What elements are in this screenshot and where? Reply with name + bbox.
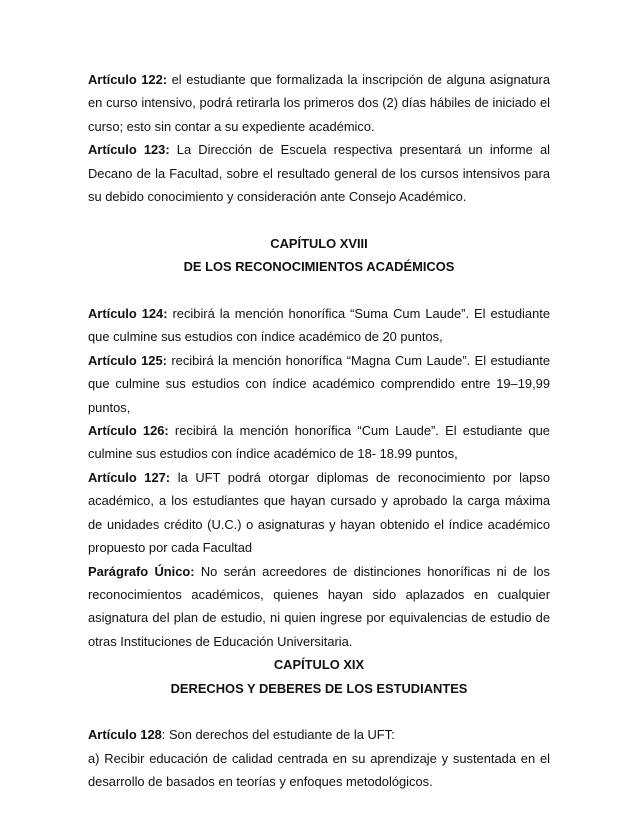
article-122-text: el estudiante que formalizada la inscripción de alguna asignatura en curso intensivo, podrá retirarla los primeros dos (2) días hábiles de iniciado el curso; esto sin contar a su expediente académico. xyxy=(88,72,550,134)
article-124-text: recibirá la mención honorífica “Suma Cum Laude”. El estudiante que culmine sus estudios con índice académico de 20 puntos, xyxy=(88,306,550,345)
chapter-19-title: DERECHOS Y DEBERES DE LOS ESTUDIANTES xyxy=(170,680,468,696)
article-123-label: Artículo 123: xyxy=(88,142,170,158)
spacer xyxy=(88,700,550,723)
article-124-label: Artículo 124: xyxy=(88,306,168,322)
article-126 xyxy=(88,419,550,466)
article-125-label: Artículo 125: xyxy=(88,352,167,368)
right-item-a: a) Recibir educación de calidad centrada en su aprendizaje y sustentada en el desarrollo de basados en teorías y enfoques metodológicos. xyxy=(88,750,550,790)
chapter-18-title: DE LOS RECONOCIMIENTOS ACADÉMICOS xyxy=(183,259,455,275)
article-122-label: Artículo 122: xyxy=(88,72,168,87)
article-126-text: recibirá la mención honorífica “Cum Laude”. El estudiante que culmine sus estudios con índice académico de 18- 18.99 puntos, xyxy=(88,423,550,462)
article-123 xyxy=(88,138,550,208)
article-124 xyxy=(88,302,550,349)
article-128-label: Artículo 128 xyxy=(88,727,162,743)
paragrafo-unico-text: No serán acreedores de distinciones honoríficas ni de los reconocimientos académicos, quienes hayan sido aplazados en cualquier asignatura del plan de estudio, ni quien ingrese por equivalencias de estudio de otras Instituciones de Educación Universitaria. xyxy=(88,563,550,649)
article-127-text: la UFT podrá otorgar diplomas de reconocimiento por lapso académico, a los estudiantes que hayan cursado y aprobado la carga máxima de unidades crédito (U.C.) o asignaturas y hayan obtenido el índice académico propuesto por cada Facultad xyxy=(88,469,550,556)
article-123-text: La Dirección de Escuela respectiva presentará un informe al Decano de la Facultad, sobre el resultado general de los cursos intensivos para su debido conocimiento y consideración ante Consejo Académico. xyxy=(88,142,550,205)
paragrafo-unico xyxy=(88,560,550,654)
article-125 xyxy=(88,349,550,419)
article-126-label: Artículo 126: xyxy=(88,423,169,439)
paragrafo-unico-label: Parágrafo Único: xyxy=(88,563,195,579)
article-125-text: recibirá la mención honorífica “Magna Cum Laude”. El estudiante que culmine sus estudios con índice académico comprendido entre 19–19,99 puntos, xyxy=(88,352,550,415)
article-128 xyxy=(88,723,550,746)
article-127-label: Artículo 127: xyxy=(88,469,171,485)
article-122 xyxy=(88,68,550,138)
article-128-text: : Son derechos del estudiante de la UFT: xyxy=(161,727,395,743)
article-127 xyxy=(88,466,550,560)
chapter-19-number: CAPÍTULO XIX xyxy=(273,657,365,673)
document-page xyxy=(88,68,550,794)
spacer xyxy=(88,208,550,231)
chapter-18-number: CAPÍTULO XVIII xyxy=(270,235,368,251)
spacer xyxy=(88,279,550,302)
